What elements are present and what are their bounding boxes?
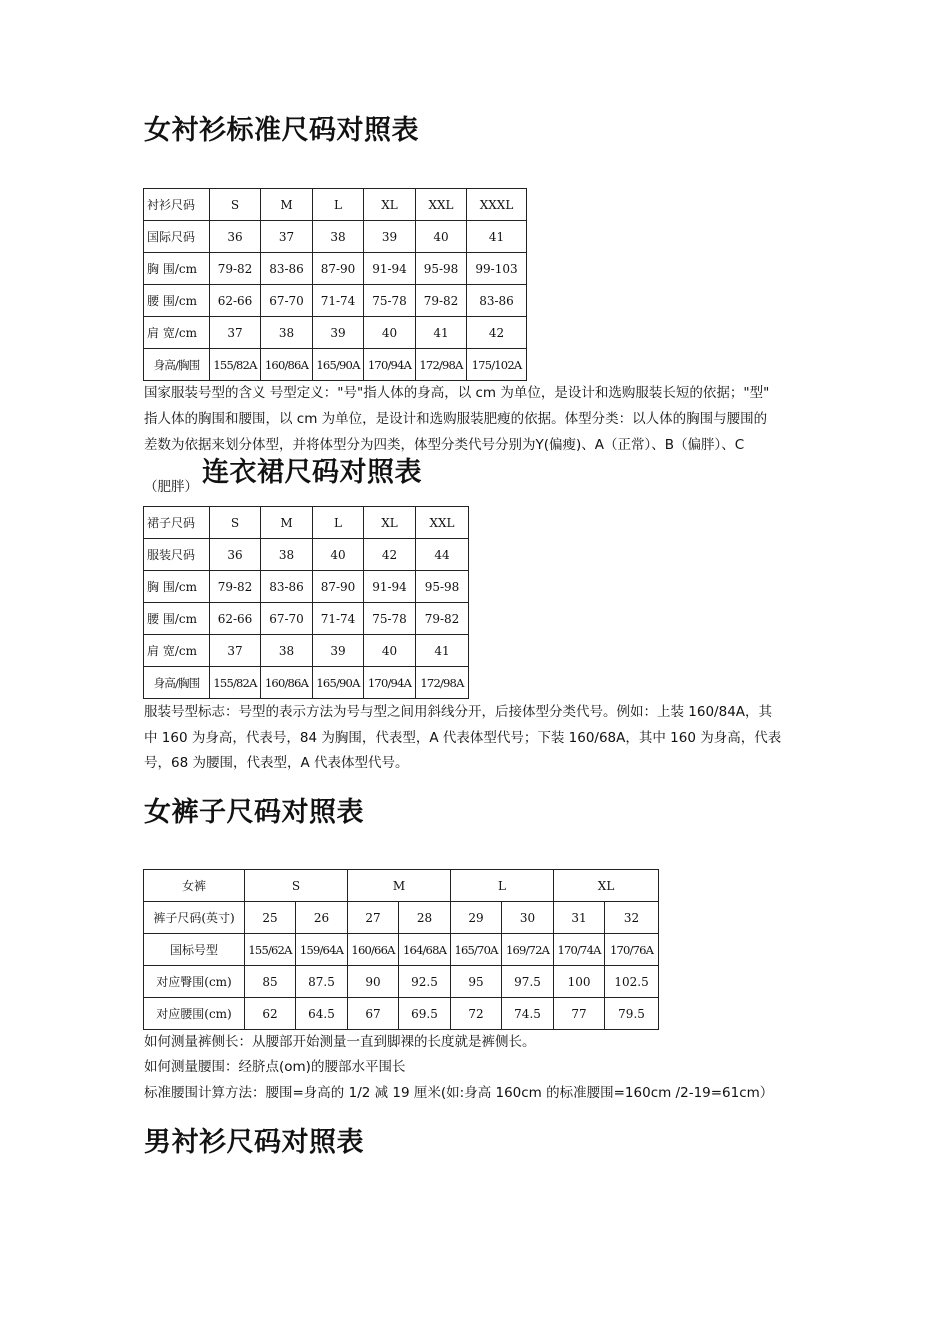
body-paragraph: （肥胖） <box>144 479 198 495</box>
table-cell: 38 <box>313 221 364 253</box>
table-cell: 腰 围/cm <box>144 285 210 317</box>
table-cell: 30 <box>502 902 554 934</box>
table-cell: 37 <box>210 317 261 349</box>
table-cell: S <box>245 870 348 902</box>
table-row <box>144 571 469 603</box>
table-cell: 64.5 <box>296 998 348 1030</box>
table-cell: 83-86 <box>261 571 313 603</box>
table-cell: 身高/胸围 <box>144 667 210 699</box>
table-cell: 42 <box>364 539 416 571</box>
table-cell: 国标号型 <box>144 934 245 966</box>
table-cell: 腰 围/cm <box>144 603 210 635</box>
table-cell: 169/72A <box>502 934 554 966</box>
table-cell: 25 <box>245 902 296 934</box>
table-cell: 91-94 <box>364 253 416 285</box>
table-cell: L <box>451 870 554 902</box>
table-cell: 27 <box>348 902 399 934</box>
table-row <box>144 998 659 1030</box>
table-cell: 72 <box>451 998 502 1030</box>
table-cell: 38 <box>261 317 313 349</box>
table-cell: 36 <box>210 539 261 571</box>
table-cell: L <box>313 507 364 539</box>
table-cell: 对应腰围(cm) <box>144 998 245 1030</box>
table-header-row <box>144 189 527 221</box>
table-row <box>144 603 469 635</box>
table-cell: S <box>210 189 261 221</box>
table-cell: 衬衫尺码 <box>144 189 210 221</box>
table-row <box>144 221 527 253</box>
table-cell: 75-78 <box>364 603 416 635</box>
table-header-row <box>144 507 469 539</box>
table-row <box>144 966 659 998</box>
table-header-row <box>144 870 659 902</box>
table-cell: XL <box>364 189 416 221</box>
body-paragraph: 指人体的胸围和腰围，以 cm 为单位，是设计和选购服装肥瘦的依据。体型分类：以人体的胸围与腰围的 <box>144 411 768 427</box>
table-cell: 41 <box>416 635 469 667</box>
table-cell: 40 <box>364 317 416 349</box>
table-cell: 79-82 <box>416 285 467 317</box>
table-cell: 170/94A <box>364 667 416 699</box>
table-cell: 26 <box>296 902 348 934</box>
table-row <box>144 635 469 667</box>
table-row <box>144 349 527 381</box>
table-cell: 170/94A <box>364 349 416 381</box>
table-cell: 41 <box>416 317 467 349</box>
table-cell: 67-70 <box>261 603 313 635</box>
table-cell: 175/102A <box>467 349 527 381</box>
table-cell: 36 <box>210 221 261 253</box>
table-row <box>144 285 527 317</box>
dress-size-table <box>143 506 469 699</box>
table-row <box>144 539 469 571</box>
body-paragraph: 中 160 为身高，代表号，84 为胸围，代表型，A 代表体型代号；下装 160/68A，其中 160 为身高，代表 <box>144 730 782 746</box>
table-cell: 155/82A <box>210 667 261 699</box>
table-cell: 40 <box>364 635 416 667</box>
table-row <box>144 253 527 285</box>
table-cell: 裤子尺码(英寸) <box>144 902 245 934</box>
table-cell: 87-90 <box>313 253 364 285</box>
table-cell: 155/82A <box>210 349 261 381</box>
table-cell: 身高/胸围 <box>144 349 210 381</box>
table-cell: 102.5 <box>605 966 659 998</box>
table-cell: XL <box>364 507 416 539</box>
blouse-size-chart-title: 女衬衫标准尺码对照表 <box>144 115 419 146</box>
table-cell: 胸 围/cm <box>144 571 210 603</box>
table-cell: XXXL <box>467 189 527 221</box>
table-cell: 165/90A <box>313 349 364 381</box>
table-cell: 国际尺码 <box>144 221 210 253</box>
table-cell: 39 <box>313 635 364 667</box>
table-cell: 41 <box>467 221 527 253</box>
table-cell: 29 <box>451 902 502 934</box>
table-cell: 92.5 <box>399 966 451 998</box>
table-cell: 71-74 <box>313 603 364 635</box>
table-cell: 38 <box>261 539 313 571</box>
table-cell: L <box>313 189 364 221</box>
table-cell: 100 <box>554 966 605 998</box>
table-cell: 40 <box>416 221 467 253</box>
table-cell: M <box>261 189 313 221</box>
table-cell: 85 <box>245 966 296 998</box>
pants-size-table <box>143 869 659 1030</box>
table-cell: M <box>348 870 451 902</box>
table-cell: 95 <box>451 966 502 998</box>
table-cell: 79-82 <box>416 603 469 635</box>
table-cell: S <box>210 507 261 539</box>
table-cell: XXL <box>416 189 467 221</box>
body-paragraph: 国家服装号型的含义 号型定义："号"指人体的身高，以 cm 为单位，是设计和选购服装长短的依据；"型" <box>144 385 770 401</box>
table-cell: 37 <box>261 221 313 253</box>
table-row <box>144 667 469 699</box>
table-cell: 83-86 <box>261 253 313 285</box>
table-cell: 40 <box>313 539 364 571</box>
table-cell: 28 <box>399 902 451 934</box>
table-cell: 160/86A <box>261 667 313 699</box>
body-paragraph: 差数为依据来划分体型，并将体型分为四类，体型分类代号分别为Y(偏瘦)、A（正常）、B（偏胖）、C <box>144 437 745 453</box>
table-cell: 160/66A <box>348 934 399 966</box>
dress-size-chart-title: 连衣裙尺码对照表 <box>202 457 422 488</box>
table-cell: 对应臀围(cm) <box>144 966 245 998</box>
table-cell: 75-78 <box>364 285 416 317</box>
body-paragraph: 服装号型标志：号型的表示方法为号与型之间用斜线分开，后接体型分类代号。例如：上装 160/84A，其 <box>144 704 773 720</box>
table-cell: 95-98 <box>416 253 467 285</box>
table-cell: 97.5 <box>502 966 554 998</box>
table-cell: 170/76A <box>605 934 659 966</box>
table-cell: 32 <box>605 902 659 934</box>
table-cell: 164/68A <box>399 934 451 966</box>
table-cell: 62 <box>245 998 296 1030</box>
table-cell: 155/62A <box>245 934 296 966</box>
table-cell: 肩 宽/cm <box>144 317 210 349</box>
table-row <box>144 934 659 966</box>
table-cell: 39 <box>364 221 416 253</box>
table-cell: 42 <box>467 317 527 349</box>
table-cell: 99-103 <box>467 253 527 285</box>
table-cell: 90 <box>348 966 399 998</box>
table-cell: 37 <box>210 635 261 667</box>
body-paragraph: 标准腰围计算方法：腰围=身高的 1/2 减 19 厘米(如:身高 160cm 的标准腰围=160cm /2-19=61cm） <box>144 1085 774 1101</box>
table-cell: XXL <box>416 507 469 539</box>
table-cell: 39 <box>313 317 364 349</box>
table-cell: 95-98 <box>416 571 469 603</box>
table-cell: 160/86A <box>261 349 313 381</box>
body-paragraph: 如何测量腰围：经脐点(om)的腰部水平围长 <box>144 1059 406 1075</box>
table-cell: 87.5 <box>296 966 348 998</box>
table-cell: 165/90A <box>313 667 364 699</box>
table-cell: 83-86 <box>467 285 527 317</box>
body-paragraph: 如何测量裤侧长：从腰部开始测量一直到脚裸的长度就是裤侧长。 <box>144 1034 536 1050</box>
table-cell: 肩 宽/cm <box>144 635 210 667</box>
blouse-size-table <box>143 188 527 381</box>
table-cell: 62-66 <box>210 285 261 317</box>
table-cell: 服装尺码 <box>144 539 210 571</box>
table-cell: 女裤 <box>144 870 245 902</box>
table-cell: 71-74 <box>313 285 364 317</box>
table-cell: 62-66 <box>210 603 261 635</box>
table-cell: 165/70A <box>451 934 502 966</box>
table-cell: 79-82 <box>210 571 261 603</box>
table-cell: 87-90 <box>313 571 364 603</box>
table-cell: 67 <box>348 998 399 1030</box>
mens-shirt-size-chart-title: 男衬衫尺码对照表 <box>144 1127 364 1158</box>
table-cell: 77 <box>554 998 605 1030</box>
table-cell: 胸 围/cm <box>144 253 210 285</box>
table-cell: 172/98A <box>416 667 469 699</box>
table-cell: XL <box>554 870 659 902</box>
table-cell: 裙子尺码 <box>144 507 210 539</box>
pants-size-chart-title: 女裤子尺码对照表 <box>144 797 364 828</box>
table-cell: 79-82 <box>210 253 261 285</box>
table-cell: 172/98A <box>416 349 467 381</box>
table-cell: 38 <box>261 635 313 667</box>
table-row <box>144 317 527 349</box>
table-cell: 79.5 <box>605 998 659 1030</box>
table-cell: 31 <box>554 902 605 934</box>
table-cell: 170/74A <box>554 934 605 966</box>
body-paragraph: 号，68 为腰围，代表型，A 代表体型代号。 <box>144 755 409 771</box>
table-cell: 159/64A <box>296 934 348 966</box>
table-cell: 44 <box>416 539 469 571</box>
table-cell: 69.5 <box>399 998 451 1030</box>
table-cell: M <box>261 507 313 539</box>
table-cell: 67-70 <box>261 285 313 317</box>
table-cell: 91-94 <box>364 571 416 603</box>
table-cell: 74.5 <box>502 998 554 1030</box>
table-row <box>144 902 659 934</box>
